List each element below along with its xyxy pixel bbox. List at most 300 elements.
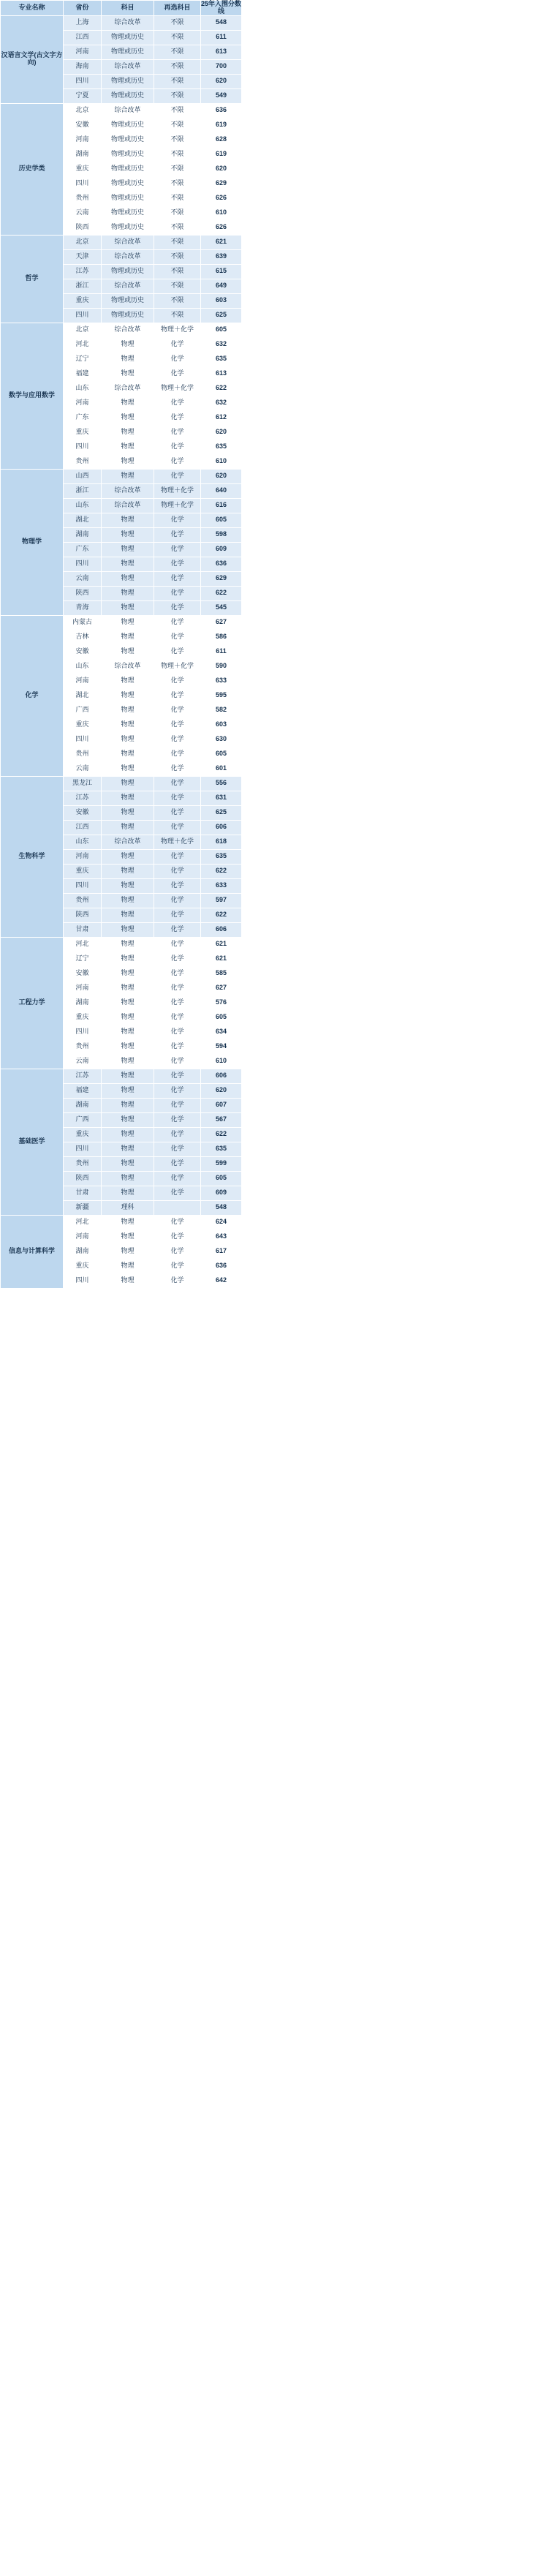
subject-cell: 物理或历史	[102, 191, 154, 206]
score-cell: 636	[201, 103, 242, 118]
score-cell: 617	[201, 1244, 242, 1259]
subject-cell: 物理或历史	[102, 88, 154, 103]
score-cell: 634	[201, 1025, 242, 1039]
elective-cell: 不限	[154, 308, 201, 323]
elective-cell: 不限	[154, 235, 201, 249]
province-cell: 贵州	[64, 191, 102, 206]
score-cell: 549	[201, 88, 242, 103]
province-cell: 湖南	[64, 527, 102, 542]
major-name-cell: 数学与应用数学	[1, 323, 64, 469]
subject-cell: 综合改革	[102, 835, 154, 849]
subject-cell: 物理	[102, 1127, 154, 1142]
major-name-cell: 化学	[1, 615, 64, 776]
province-cell: 安徽	[64, 118, 102, 132]
province-cell: 陕西	[64, 220, 102, 235]
elective-cell: 不限	[154, 45, 201, 59]
major-name-cell: 信息与计算科学	[1, 1215, 64, 1288]
elective-cell: 化学	[154, 337, 201, 352]
elective-cell: 化学	[154, 1171, 201, 1186]
subject-cell: 综合改革	[102, 59, 154, 74]
score-cell: 635	[201, 440, 242, 454]
elective-cell: 化学	[154, 703, 201, 718]
elective-cell: 不限	[154, 59, 201, 74]
score-cell: 622	[201, 586, 242, 600]
subject-cell: 物理	[102, 893, 154, 908]
score-line-table-page	[0, 0, 241, 1289]
score-cell: 633	[201, 878, 242, 893]
score-cell: 609	[201, 542, 242, 557]
elective-cell: 化学	[154, 981, 201, 995]
subject-cell: 物理	[102, 352, 154, 366]
subject-cell: 物理	[102, 1054, 154, 1069]
major-name-cell: 汉语言文学(古文字方向)	[1, 15, 64, 103]
admission-score-table	[0, 0, 242, 1289]
province-cell: 浙江	[64, 279, 102, 293]
subject-cell: 物理	[102, 1039, 154, 1054]
province-cell: 四川	[64, 557, 102, 571]
score-cell: 635	[201, 1142, 242, 1156]
subject-cell: 物理或历史	[102, 176, 154, 191]
province-cell: 重庆	[64, 1259, 102, 1273]
subject-cell: 物理	[102, 864, 154, 878]
subject-cell: 物理	[102, 396, 154, 410]
province-cell: 山东	[64, 381, 102, 396]
score-cell: 576	[201, 995, 242, 1010]
province-cell: 重庆	[64, 1010, 102, 1025]
subject-cell: 物理或历史	[102, 264, 154, 279]
subject-cell: 物理	[102, 747, 154, 761]
province-cell: 广西	[64, 1112, 102, 1127]
score-cell: 548	[201, 1200, 242, 1215]
table-row	[1, 615, 242, 630]
province-cell: 贵州	[64, 454, 102, 469]
score-cell: 624	[201, 1215, 242, 1229]
elective-cell: 化学	[154, 1215, 201, 1229]
province-cell: 吉林	[64, 630, 102, 644]
elective-cell: 化学	[154, 674, 201, 688]
province-cell: 重庆	[64, 864, 102, 878]
subject-cell: 物理	[102, 878, 154, 893]
elective-cell: 物理＋化学	[154, 323, 201, 337]
province-cell: 江西	[64, 820, 102, 835]
subject-cell: 物理	[102, 630, 154, 644]
subject-cell: 物理	[102, 337, 154, 352]
elective-cell: 化学	[154, 761, 201, 776]
province-cell: 河南	[64, 132, 102, 147]
elective-cell: 化学	[154, 1156, 201, 1171]
subject-cell: 物理	[102, 1259, 154, 1273]
province-cell: 贵州	[64, 893, 102, 908]
province-cell: 贵州	[64, 1156, 102, 1171]
score-cell: 598	[201, 527, 242, 542]
elective-cell: 化学	[154, 1127, 201, 1142]
score-cell: 610	[201, 454, 242, 469]
score-cell: 629	[201, 176, 242, 191]
subject-cell: 物理	[102, 1083, 154, 1098]
province-cell: 北京	[64, 103, 102, 118]
province-cell: 四川	[64, 440, 102, 454]
province-cell: 浙江	[64, 483, 102, 498]
subject-cell: 物理	[102, 849, 154, 864]
major-name-cell: 工程力学	[1, 937, 64, 1069]
elective-cell: 化学	[154, 1069, 201, 1083]
elective-cell: 化学	[154, 732, 201, 747]
elective-cell: 化学	[154, 1112, 201, 1127]
score-cell: 612	[201, 410, 242, 425]
province-cell: 辽宁	[64, 952, 102, 966]
subject-cell: 物理	[102, 1025, 154, 1039]
province-cell: 河南	[64, 674, 102, 688]
subject-cell: 物理	[102, 542, 154, 557]
table-body	[1, 15, 242, 1288]
elective-cell	[154, 1200, 201, 1215]
score-cell: 594	[201, 1039, 242, 1054]
province-cell: 江苏	[64, 1069, 102, 1083]
subject-cell: 综合改革	[102, 498, 154, 513]
score-cell: 619	[201, 147, 242, 162]
subject-cell: 物理或历史	[102, 147, 154, 162]
header-score: 25年入围分数线	[201, 0, 242, 15]
elective-cell: 化学	[154, 571, 201, 586]
score-cell: 616	[201, 498, 242, 513]
elective-cell: 化学	[154, 908, 201, 922]
score-cell: 639	[201, 249, 242, 264]
subject-cell: 物理	[102, 791, 154, 805]
table-row	[1, 776, 242, 791]
province-cell: 贵州	[64, 747, 102, 761]
province-cell: 四川	[64, 1273, 102, 1288]
province-cell: 安徽	[64, 805, 102, 820]
elective-cell: 化学	[154, 1025, 201, 1039]
elective-cell: 化学	[154, 952, 201, 966]
subject-cell: 物理或历史	[102, 132, 154, 147]
province-cell: 河南	[64, 849, 102, 864]
score-cell: 610	[201, 1054, 242, 1069]
subject-cell: 物理	[102, 1010, 154, 1025]
table-row	[1, 15, 242, 30]
province-cell: 江苏	[64, 264, 102, 279]
subject-cell: 物理	[102, 703, 154, 718]
subject-cell: 物理	[102, 1229, 154, 1244]
subject-cell: 物理	[102, 1215, 154, 1229]
score-cell: 605	[201, 1010, 242, 1025]
province-cell: 四川	[64, 308, 102, 323]
province-cell: 内蒙古	[64, 615, 102, 630]
subject-cell: 综合改革	[102, 279, 154, 293]
score-cell: 606	[201, 820, 242, 835]
elective-cell: 不限	[154, 30, 201, 45]
score-cell: 607	[201, 1098, 242, 1112]
province-cell: 湖南	[64, 147, 102, 162]
elective-cell: 化学	[154, 805, 201, 820]
score-cell: 601	[201, 761, 242, 776]
score-cell: 636	[201, 557, 242, 571]
province-cell: 陕西	[64, 586, 102, 600]
elective-cell: 化学	[154, 878, 201, 893]
elective-cell: 不限	[154, 118, 201, 132]
score-cell: 545	[201, 600, 242, 615]
province-cell: 四川	[64, 176, 102, 191]
province-cell: 广东	[64, 410, 102, 425]
subject-cell: 综合改革	[102, 103, 154, 118]
elective-cell: 化学	[154, 849, 201, 864]
subject-cell: 物理	[102, 820, 154, 835]
elective-cell: 化学	[154, 513, 201, 527]
province-cell: 重庆	[64, 1127, 102, 1142]
elective-cell: 化学	[154, 893, 201, 908]
province-cell: 河南	[64, 45, 102, 59]
score-cell: 605	[201, 1171, 242, 1186]
subject-cell: 物理	[102, 908, 154, 922]
subject-cell: 物理	[102, 527, 154, 542]
subject-cell: 物理	[102, 586, 154, 600]
elective-cell: 化学	[154, 937, 201, 952]
score-cell: 620	[201, 74, 242, 88]
elective-cell: 不限	[154, 162, 201, 176]
province-cell: 重庆	[64, 718, 102, 732]
elective-cell: 不限	[154, 279, 201, 293]
table-header	[1, 1, 242, 16]
elective-cell: 不限	[154, 147, 201, 162]
province-cell: 四川	[64, 1025, 102, 1039]
subject-cell: 综合改革	[102, 15, 154, 30]
province-cell: 广西	[64, 703, 102, 718]
province-cell: 云南	[64, 206, 102, 220]
elective-cell: 不限	[154, 206, 201, 220]
province-cell: 湖南	[64, 1098, 102, 1112]
major-name-cell: 基础医学	[1, 1069, 64, 1215]
score-cell: 606	[201, 1069, 242, 1083]
subject-cell: 综合改革	[102, 249, 154, 264]
score-cell: 605	[201, 513, 242, 527]
score-cell: 603	[201, 293, 242, 308]
major-name-cell: 哲学	[1, 235, 64, 323]
subject-cell: 物理	[102, 952, 154, 966]
province-cell: 江苏	[64, 791, 102, 805]
score-cell: 630	[201, 732, 242, 747]
elective-cell: 化学	[154, 864, 201, 878]
score-cell: 632	[201, 396, 242, 410]
score-cell: 615	[201, 264, 242, 279]
score-cell: 636	[201, 1259, 242, 1273]
score-cell: 605	[201, 747, 242, 761]
elective-cell: 不限	[154, 293, 201, 308]
subject-cell: 物理	[102, 1156, 154, 1171]
subject-cell: 物理或历史	[102, 220, 154, 235]
subject-cell: 综合改革	[102, 483, 154, 498]
subject-cell: 物理	[102, 600, 154, 615]
subject-cell: 综合改革	[102, 659, 154, 674]
elective-cell: 化学	[154, 922, 201, 937]
subject-cell: 物理	[102, 995, 154, 1010]
score-cell: 626	[201, 191, 242, 206]
score-cell: 643	[201, 1229, 242, 1244]
province-cell: 山东	[64, 498, 102, 513]
province-cell: 新疆	[64, 1200, 102, 1215]
elective-cell: 化学	[154, 396, 201, 410]
elective-cell: 不限	[154, 15, 201, 30]
subject-cell: 物理	[102, 440, 154, 454]
elective-cell: 化学	[154, 1039, 201, 1054]
province-cell: 北京	[64, 323, 102, 337]
subject-cell: 物理	[102, 1244, 154, 1259]
subject-cell: 物理	[102, 937, 154, 952]
province-cell: 安徽	[64, 966, 102, 981]
elective-cell: 化学	[154, 542, 201, 557]
elective-cell: 化学	[154, 1142, 201, 1156]
score-cell: 610	[201, 206, 242, 220]
score-cell: 620	[201, 425, 242, 440]
elective-cell: 化学	[154, 440, 201, 454]
score-cell: 595	[201, 688, 242, 703]
province-cell: 江西	[64, 30, 102, 45]
subject-cell: 物理	[102, 1069, 154, 1083]
score-cell: 622	[201, 1127, 242, 1142]
header-row	[1, 1, 242, 16]
province-cell: 宁夏	[64, 88, 102, 103]
subject-cell: 物理	[102, 425, 154, 440]
score-cell: 633	[201, 674, 242, 688]
elective-cell: 化学	[154, 557, 201, 571]
subject-cell: 物理	[102, 805, 154, 820]
score-cell: 700	[201, 59, 242, 74]
score-cell: 605	[201, 323, 242, 337]
elective-cell: 化学	[154, 425, 201, 440]
province-cell: 四川	[64, 1142, 102, 1156]
subject-cell: 物理	[102, 966, 154, 981]
subject-cell: 物理	[102, 1112, 154, 1127]
header-subject: 科目	[102, 1, 154, 16]
elective-cell: 物理＋化学	[154, 483, 201, 498]
elective-cell: 化学	[154, 791, 201, 805]
subject-cell: 物理或历史	[102, 118, 154, 132]
elective-cell: 化学	[154, 1083, 201, 1098]
score-cell: 625	[201, 805, 242, 820]
elective-cell: 化学	[154, 1259, 201, 1273]
subject-cell: 物理	[102, 644, 154, 659]
elective-cell: 不限	[154, 74, 201, 88]
score-cell: 611	[201, 644, 242, 659]
province-cell: 湖南	[64, 1244, 102, 1259]
province-cell: 四川	[64, 732, 102, 747]
score-cell: 586	[201, 630, 242, 644]
province-cell: 四川	[64, 74, 102, 88]
elective-cell: 不限	[154, 88, 201, 103]
elective-cell: 化学	[154, 615, 201, 630]
elective-cell: 化学	[154, 527, 201, 542]
subject-cell: 物理或历史	[102, 206, 154, 220]
elective-cell: 物理＋化学	[154, 659, 201, 674]
elective-cell: 不限	[154, 191, 201, 206]
subject-cell: 物理	[102, 1171, 154, 1186]
province-cell: 山东	[64, 659, 102, 674]
elective-cell: 物理＋化学	[154, 498, 201, 513]
province-cell: 陕西	[64, 1171, 102, 1186]
elective-cell: 化学	[154, 688, 201, 703]
score-cell: 582	[201, 703, 242, 718]
province-cell: 河北	[64, 337, 102, 352]
elective-cell: 化学	[154, 995, 201, 1010]
subject-cell: 物理或历史	[102, 308, 154, 323]
score-cell: 649	[201, 279, 242, 293]
elective-cell: 物理＋化学	[154, 381, 201, 396]
score-cell: 621	[201, 937, 242, 952]
elective-cell: 化学	[154, 1186, 201, 1200]
subject-cell: 物理	[102, 1273, 154, 1288]
score-cell: 627	[201, 981, 242, 995]
province-cell: 河北	[64, 937, 102, 952]
subject-cell: 物理	[102, 1098, 154, 1112]
elective-cell: 化学	[154, 630, 201, 644]
elective-cell: 化学	[154, 352, 201, 366]
elective-cell: 化学	[154, 1010, 201, 1025]
province-cell: 湖南	[64, 995, 102, 1010]
subject-cell: 物理	[102, 366, 154, 381]
table-row	[1, 1215, 242, 1229]
subject-cell: 物理	[102, 981, 154, 995]
score-cell: 619	[201, 118, 242, 132]
subject-cell: 综合改革	[102, 381, 154, 396]
province-cell: 河北	[64, 1215, 102, 1229]
province-cell: 四川	[64, 878, 102, 893]
table-row	[1, 1069, 242, 1083]
subject-cell: 物理	[102, 922, 154, 937]
province-cell: 福建	[64, 366, 102, 381]
province-cell: 河南	[64, 981, 102, 995]
score-cell: 632	[201, 337, 242, 352]
header-major: 专业名称	[1, 1, 64, 16]
score-cell: 621	[201, 952, 242, 966]
province-cell: 甘肃	[64, 922, 102, 937]
score-cell: 628	[201, 132, 242, 147]
score-cell: 625	[201, 308, 242, 323]
score-cell: 611	[201, 30, 242, 45]
header-elective: 再选科目	[154, 1, 201, 16]
province-cell: 安徽	[64, 644, 102, 659]
province-cell: 重庆	[64, 293, 102, 308]
elective-cell: 化学	[154, 747, 201, 761]
major-name-cell: 历史学类	[1, 103, 64, 235]
province-cell: 山东	[64, 835, 102, 849]
elective-cell: 不限	[154, 249, 201, 264]
elective-cell: 化学	[154, 1244, 201, 1259]
elective-cell: 化学	[154, 454, 201, 469]
subject-cell: 物理	[102, 410, 154, 425]
subject-cell: 物理或历史	[102, 30, 154, 45]
elective-cell: 不限	[154, 220, 201, 235]
subject-cell: 物理	[102, 454, 154, 469]
province-cell: 重庆	[64, 162, 102, 176]
score-cell: 626	[201, 220, 242, 235]
score-cell: 635	[201, 849, 242, 864]
subject-cell: 物理	[102, 1142, 154, 1156]
elective-cell: 化学	[154, 410, 201, 425]
subject-cell: 物理或历史	[102, 293, 154, 308]
elective-cell: 化学	[154, 1273, 201, 1288]
subject-cell: 物理或历史	[102, 45, 154, 59]
elective-cell: 不限	[154, 103, 201, 118]
score-cell: 621	[201, 235, 242, 249]
province-cell: 云南	[64, 761, 102, 776]
table-row	[1, 937, 242, 952]
score-cell: 635	[201, 352, 242, 366]
province-cell: 贵州	[64, 1039, 102, 1054]
elective-cell: 物理＋化学	[154, 835, 201, 849]
province-cell: 重庆	[64, 425, 102, 440]
elective-cell: 化学	[154, 1098, 201, 1112]
score-cell: 567	[201, 1112, 242, 1127]
score-cell: 609	[201, 1186, 242, 1200]
